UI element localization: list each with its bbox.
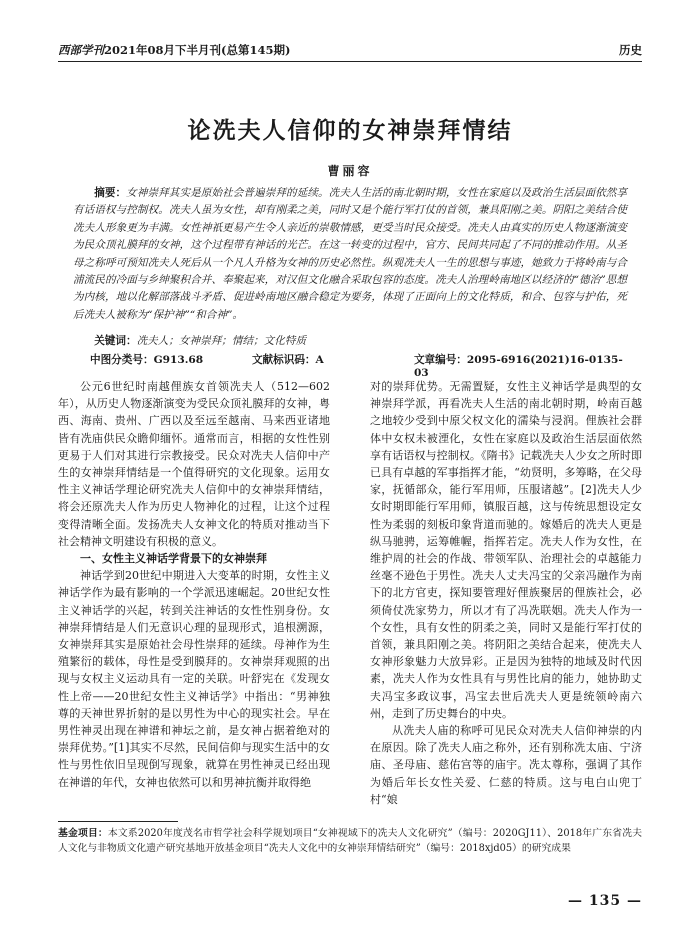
- issue-info: 2021年08月下半月刊(总第145期): [104, 43, 291, 57]
- footnote-divider: [58, 821, 178, 822]
- footnote-label: 基金项目：: [58, 828, 108, 839]
- abstract-text: 女神崇拜其实是原始社会普遍崇拜的延续。冼夫人生活的南北朝时期，女性在家庭以及政治生活层面依然享有话语权与控制权。冼夫人虽为女性，却有刚柔之美，同时又是个能行军打仗的首领，兼具阳刚之美。阴阳之美结合使冼夫人形象更为丰满。女性神祇更易产生令人亲近的崇敬情感，更受当时民众接受。冼夫人由真实的历史人物逐渐演变为民众顶礼膜拜的女神，这个过程带有神话的光芒。在这一转变的过程中，官方、民间共同起了不同的推动作用。从圣母之称呼可预知冼夫人死后从一个凡人升格为女神的历史必然性。纵观冼夫人一生的思想与事迹，她致力于将岭南与合浦流民的冷面与乡绅聚积合并、奉聚起来，对汉但文化融合采取包容的态度。冼夫人治理岭南地区以经济的“德治”思想为内核，地以化解部落战斗矛盾、促进岭南地区融合稳定为要务，体现了正面向上的文化特质，和合、包容与护佑，死后冼夫人被称为“保护神”“和合神”。: [73, 187, 628, 321]
- doc-code-label: 文献标识码：: [251, 354, 316, 366]
- page-number: — 135 —: [568, 893, 642, 909]
- article-number: [414, 352, 627, 379]
- body-paragraph: 公元6世纪时南越俚族女首领冼夫人（512—602年），从历史人物逐渐演变为受民众顶礼膜拜的女神，粤西、海南、贵州、广西以及至远至越南、马来西亚诸地皆有冼庙供民众瞻仰缅怀。通常而言，相据的女性性别更易于人们对其进行宗教接受。民众对冼夫人信仰中产生的女神崇拜情结是一个值得研究的文化现象。运用女性主义神话学理论研究冼夫人信仰中的女神崇拜情结，将会还原冼夫人作为历史人物神化的过程，让这个过程变得清晰全面。发扬冼夫人女神文化的特质对推动当下社会精神文明建设有积极的意义。: [58, 380, 330, 548]
- article-author: 曹丽容: [327, 164, 373, 178]
- funding-footnote: [58, 826, 642, 856]
- article-no-label: 文章编号：: [413, 354, 467, 366]
- classification-info: [90, 352, 627, 379]
- doc-code-value: A: [315, 354, 324, 366]
- article-no-value: 2095-6916(2021)16-0135-03: [413, 354, 623, 379]
- article-title: 论冼夫人信仰的女神崇拜情结: [187, 118, 513, 144]
- abstract-label: 摘要：: [94, 187, 127, 199]
- journal-logo: 西部学刊: [58, 43, 104, 57]
- doc-code: [252, 352, 414, 379]
- body-paragraph: 对的崇拜优势。无需置疑，女性主义神话学是典型的女神崇拜学派，再看冼夫人生活的南北朝时期，岭南百越之地较少受到中原父权文化的濡染与浸润。俚族社会群体中女权未被湮化，女性在家庭以及政治生活层面依然享有话语权与控制权。《隋书》记载冼夫人少女之所时即已具有卓越的军事指挥才能，“幼贤明，多筹略，在父母家，抚循部众，能行军用师，压服诸越”。[2]冼夫人少女时期即能行军用师，镇服百越，这与传统思想设定女性为柔弱的刻板印象背道而驰的。嫁婚后的冼夫人更是纵马驰骋，运筹帷幄，指挥若定。冼夫人作为女性，在维护周的社会的作战、带领军队、治理社会的卓越能力丝毫不逊色于男性。冼夫人丈夫冯宝的父亲冯融作为南下的北方官吏，探知要管理好俚族聚居的俚族社会，必须倚仗冼家势力，所以才有了冯冼联姻。冼夫人作为一个女性，具有女性的阴柔之美，同时又是能行军打仗的首领，兼具阳刚之美。将阴阳之美结合起来，使冼夫人女神形象魅力大放异彩。正是因为独特的地域及时代因素，冼夫人作为女性具有与男性比肩的能力，她协助丈夫冯宝多政议事，冯宝去世后冼夫人更是统领岭南六州，走到了历史舞台的中央。: [370, 380, 642, 720]
- clc-label: 中图分类号：: [90, 354, 154, 366]
- section-heading: 一、女性主义神话学背景下的女神崇拜: [80, 552, 267, 566]
- running-header: [58, 42, 642, 62]
- abstract: [73, 185, 627, 324]
- keywords-label: 关键词：: [94, 335, 137, 347]
- body-column-left: [58, 378, 330, 791]
- section-name: 历史: [619, 43, 642, 57]
- body-paragraph: 神话学到20世纪中期进入大变革的时期，女性主义神话学作为最有影响的一个学派迅速崛起。20世纪女性主义神话学的兴起，转到关注神话的女性性别身份。女神崇拜情结是人们无意识心理的显现形式，追根溯源，女神崇拜其实是原始社会母性崇拜的延续。母神作为生殖繁衍的载体，母性是受到膜拜的。女神崇拜观照的出现与女权主义运动具有一定的关联。叶舒宪在《发现女性上帝——20世纪女性主义神话学》中指出：“男神独尊的天神世界折射的是以男性为中心的现实社会。早在男性神灵出现在神谱和神坛之前，是女神占据着绝对的崇拜优势。”[1]其实不尽然，民间信仰与现实生活中的女性与男性依旧呈现倒写现象，就算在男性神灵已经出现在神谱的年代，女神也依然可以和男神抗衡并取得绝: [58, 569, 330, 789]
- clc-value: G913.68: [153, 354, 204, 366]
- footnote-text: 本文系2020年度茂名市哲学社会科学规划项目“女神视域下的冼夫人文化研究”（编号：2020GJ11）、2018年广东省冼夫人文化与非物质文化遗产研究基地开放基金项目“冼夫人文化中的女神崇拜情结研究”（编号：2018xjd05）的研究成果: [58, 828, 643, 854]
- journal-issue: [58, 42, 290, 58]
- body-column-right: [370, 378, 642, 808]
- keywords: [73, 333, 627, 348]
- clc-code: [90, 352, 252, 379]
- body-paragraph: 从冼夫人庙的称呼可见民众对冼夫人信仰神崇的内在原因。除了冼夫人庙之称外，还有别称冼太庙、宁济庙、圣母庙、慈佑宫等的庙宇。冼太尊称，强调了其作为婚后年长女性关爱、仁慈的特质。这与电白山兜丁村“娘: [370, 724, 642, 806]
- keywords-text: 冼夫人；女神崇拜；情结；文化特质: [136, 335, 307, 347]
